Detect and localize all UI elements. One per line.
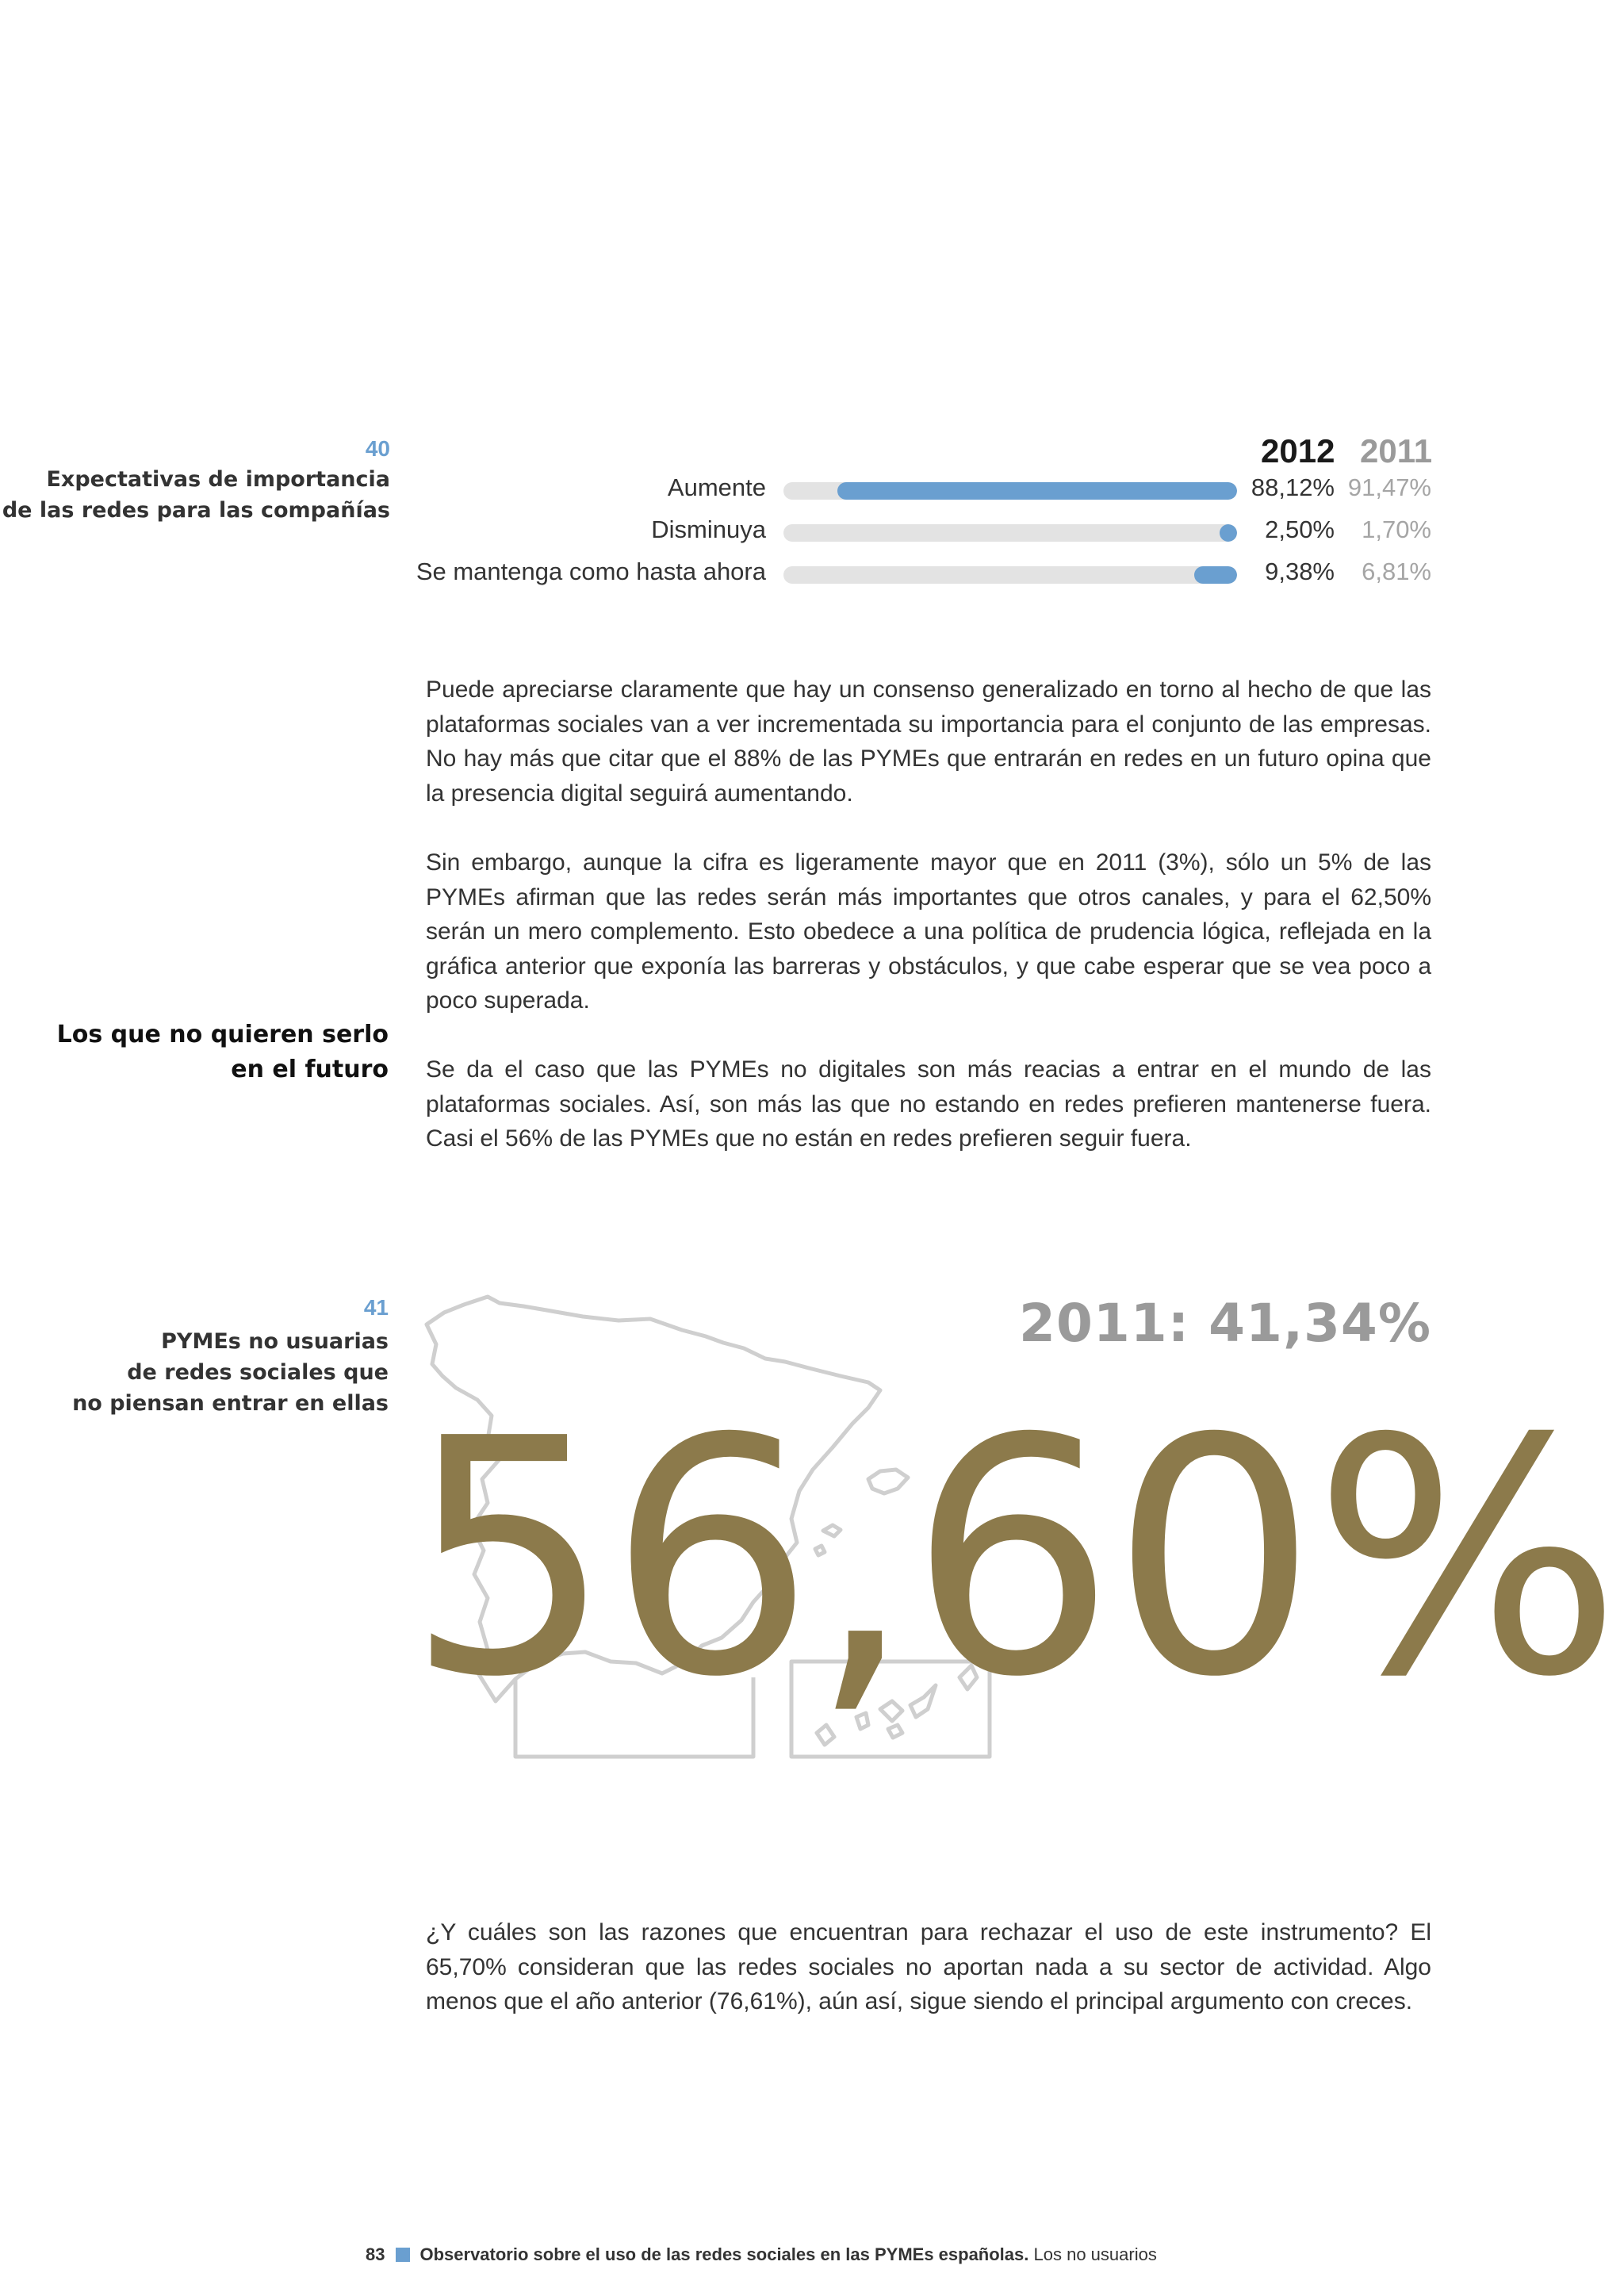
- legend-year-2012: 2012: [1261, 432, 1335, 470]
- data-label-2011: 1,70%: [1362, 516, 1431, 543]
- page-footer: [366, 2244, 1157, 2265]
- bar-label: Disminuya: [651, 516, 766, 543]
- body-paragraph: Se da el caso que las PYMEs no digitales son más reacias a entrar en el mundo de las plataformas sociales. Así, son más las que no estando en redes prefieren mantenerse fuera. Casi el 56% de las PYMEs que no están en redes prefieren seguir fuera.: [426, 1056, 1431, 1152]
- heading-line: en el futuro: [231, 1056, 389, 1083]
- figure-number: 41: [363, 1295, 389, 1320]
- bar-label: Se mantenga como hasta ahora: [416, 558, 766, 585]
- legend-year-2011: 2011: [1360, 432, 1433, 470]
- figure-number: 40: [365, 436, 390, 461]
- publication-title: Observatorio sobre el uso de las redes sociales en las PYMEs españolas.: [419, 2244, 1029, 2264]
- big-percentage: 56,60%: [406, 1369, 1618, 1748]
- body-paragraph: ¿Y cuáles son las razones que encuentran para rechazar el uso de este instrumento? El 65,70% consideran que las redes sociales no aportan nada a su sector de actividad. Algo menos que el año anterior (76,61%), aún así, sigue siendo el principal argumento con creces.: [426, 1919, 1431, 2014]
- bar-track: [783, 482, 1237, 500]
- data-label-2012: 2,50%: [1265, 516, 1335, 543]
- section-heading: [0, 1018, 389, 1087]
- blue-square-icon: [396, 2248, 410, 2262]
- data-label-2012: 9,38%: [1265, 558, 1335, 585]
- heading-line: Los que no quieren serlo: [56, 1021, 389, 1048]
- figure-caption: [0, 464, 390, 526]
- page-number: 83: [366, 2244, 385, 2264]
- bar-track: [783, 566, 1237, 584]
- bar: [837, 482, 1237, 500]
- figure-caption: [0, 1326, 389, 1419]
- caption-line: de las redes para las compañías: [2, 498, 390, 523]
- bar-label: Aumente: [667, 473, 766, 501]
- data-label-2011: 91,47%: [1347, 473, 1431, 501]
- bar: [1194, 566, 1237, 584]
- body-paragraph: Puede apreciarse claramente que hay un consenso generalizado en torno al hecho de que las plataformas sociales van a ver incrementada su importancia para el conjunto de las empresas. No hay más que citar que el 88% de las PYMEs que entrarán en redes en un futuro opina que la presencia digital seguirá aumentando.: [426, 677, 1431, 807]
- caption-line: Expectativas de importancia: [46, 467, 390, 492]
- bar: [1220, 524, 1237, 542]
- caption-line: PYMEs no usuarias: [161, 1329, 389, 1354]
- section-name: Los no usuarios: [1033, 2244, 1157, 2264]
- caption-line: de redes sociales que: [127, 1360, 389, 1385]
- body-paragraph: Sin embargo, aunque la cifra es ligeramente mayor que en 2011 (3%), sólo un 5% de las PYMEs afirman que las redes serán más importantes que otros canales, y para el 62,50% serán un mero complemento. Esto obedece a una política de prudencia lógica, reflejada en la gráfica anterior que exponía las barreras y obstáculos, y que cabe esperar que se vea poco a poco superada.: [426, 849, 1431, 1014]
- previous-year-value: 2011: 41,34%: [1019, 1293, 1431, 1354]
- data-label-2011: 6,81%: [1362, 558, 1431, 585]
- data-label-2012: 88,12%: [1251, 473, 1335, 501]
- caption-line: no piensan entrar en ellas: [72, 1391, 389, 1416]
- bar-chart: [416, 432, 1435, 607]
- bar-track: [783, 524, 1237, 542]
